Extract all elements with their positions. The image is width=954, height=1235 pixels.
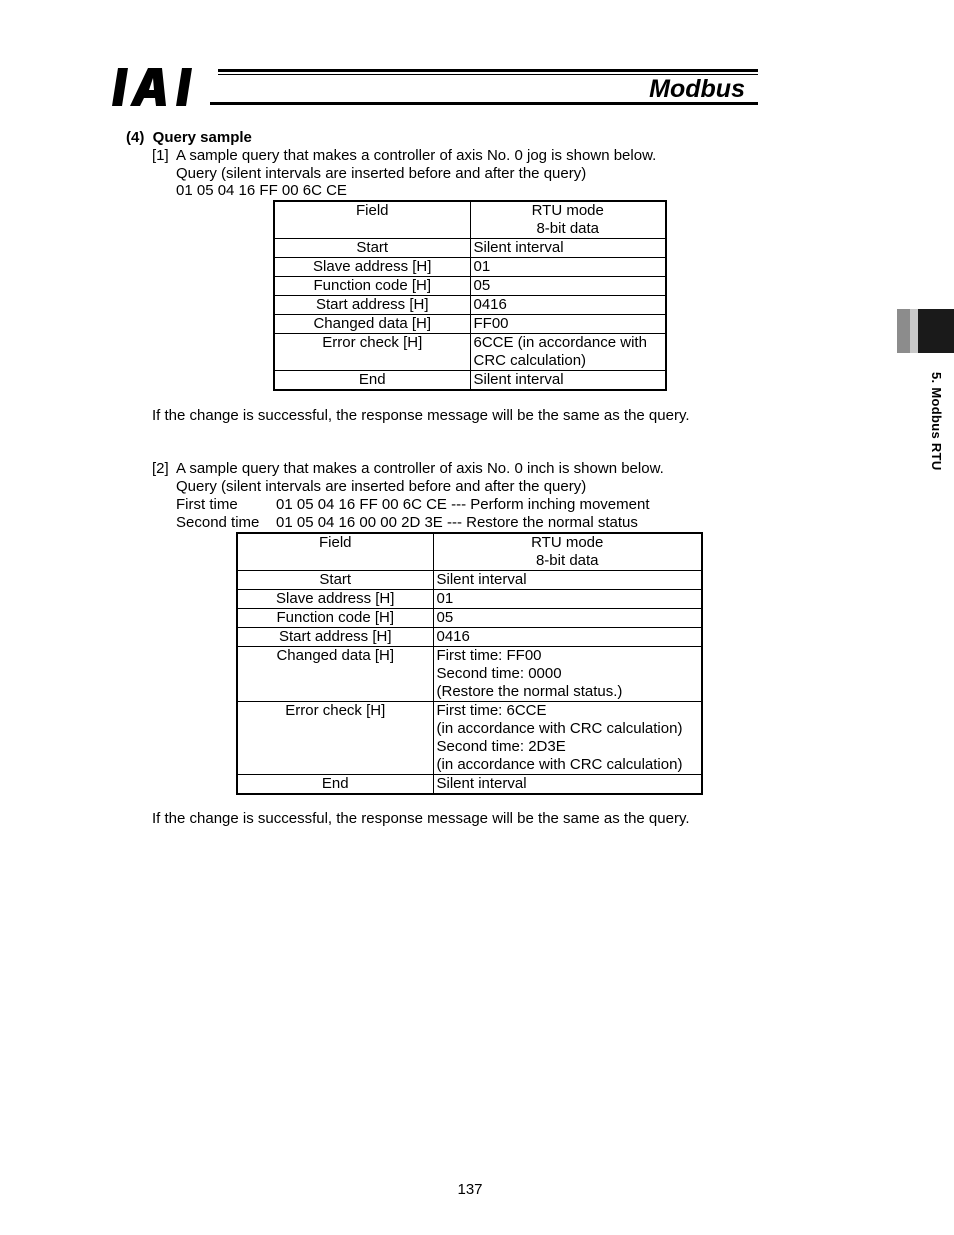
item2-table [236,532,703,795]
field-cell: Changed data [H] [274,315,470,334]
value-cell: Silent interval [470,371,666,391]
field-cell: Slave address [H] [274,258,470,277]
field-cell: End [274,371,470,391]
value-cell: 05 [470,277,666,296]
field-cell: Changed data [H] [237,647,433,702]
header-rtu-line1: RTU mode [531,202,604,219]
table-row [274,239,666,258]
value-cell: 01 [470,258,666,277]
table-row [274,296,666,315]
table-row [237,571,702,590]
table-header-row [237,533,702,571]
item1-note: Query (silent intervals are inserted before and after the query) [176,165,587,182]
table-row [274,315,666,334]
table-row [274,258,666,277]
value-cell: 0416 [470,296,666,315]
item2-first-label: First time [176,496,238,513]
chapter-tab-marker [918,309,954,353]
item1-number: [1] [152,147,169,164]
header-rtu [470,201,666,239]
table-row [237,647,702,702]
item1-intro: A sample query that makes a controller of axis No. 0 jog is shown below. [176,147,657,164]
value-line: Second time: 0000 [436,665,562,682]
value-cell [433,647,702,702]
table-header-row [274,201,666,239]
value-line: Second time: 2D3E [436,738,566,755]
item1-footer: If the change is successful, the response message will be the same as the query. [152,407,690,424]
header-rule-top [218,69,758,72]
value-line: CRC calculation) [473,352,587,369]
value-cell: 0416 [433,628,702,647]
value-cell [433,702,702,775]
field-cell: Error check [H] [274,334,470,371]
field-cell: Start address [H] [274,296,470,315]
header-rtu-line2: 8-bit data [536,220,600,237]
header-rtu-line1: RTU mode [531,534,604,551]
value-line: (in accordance with CRC calculation) [436,720,683,737]
item2-intro: A sample query that makes a controller of axis No. 0 inch is shown below. [176,460,664,477]
field-cell: Start [274,239,470,258]
page-number: 137 [457,1181,483,1198]
header-rtu [433,533,702,571]
value-cell: FF00 [470,315,666,334]
field-cell: Slave address [H] [237,590,433,609]
header-rtu-line2: 8-bit data [535,552,599,569]
item2-second-query: 01 05 04 16 00 00 2D 3E --- Restore the normal status [276,514,638,531]
value-cell: Silent interval [433,775,702,795]
header-field: Field [237,533,433,571]
field-cell: Start address [H] [237,628,433,647]
item2-note: Query (silent intervals are inserted before and after the query) [176,478,587,495]
table-row [237,775,702,795]
field-cell: End [237,775,433,795]
table-row [237,609,702,628]
field-cell: Function code [H] [237,609,433,628]
value-cell: 05 [433,609,702,628]
chapter-tab-light [910,309,918,353]
value-cell: Silent interval [470,239,666,258]
value-line: First time: 6CCE [436,702,547,719]
header-field: Field [274,201,470,239]
section-heading: (4) Query sample [126,129,252,146]
value-line: (Restore the normal status.) [436,683,623,700]
item2-number: [2] [152,460,169,477]
table-row [274,334,666,371]
value-line: (in accordance with CRC calculation) [436,756,683,773]
item2-footer: If the change is successful, the response message will be the same as the query. [152,810,690,827]
item2-first-query: 01 05 04 16 FF 00 6C CE --- Perform inching movement [276,496,650,513]
table-row [237,702,702,775]
field-cell: Start [237,571,433,590]
header-title: Modbus [649,75,745,103]
table-row [237,628,702,647]
value-line: 6CCE (in accordance with [473,334,647,351]
item1-query: 01 05 04 16 FF 00 6C CE [176,182,347,199]
table-row [274,277,666,296]
item1-table [273,200,667,391]
value-line: First time: FF00 [436,647,542,664]
table-row [237,590,702,609]
table-row [274,371,666,391]
value-cell: Silent interval [433,571,702,590]
field-cell: Function code [H] [274,277,470,296]
value-cell: 01 [433,590,702,609]
value-cell [470,334,666,371]
item2-second-label: Second time [176,514,260,531]
iai-logo [112,68,212,106]
field-cell: Error check [H] [237,702,433,775]
chapter-side-label: 5. Modbus RTU [929,372,944,471]
chapter-tab-shade [897,309,910,353]
